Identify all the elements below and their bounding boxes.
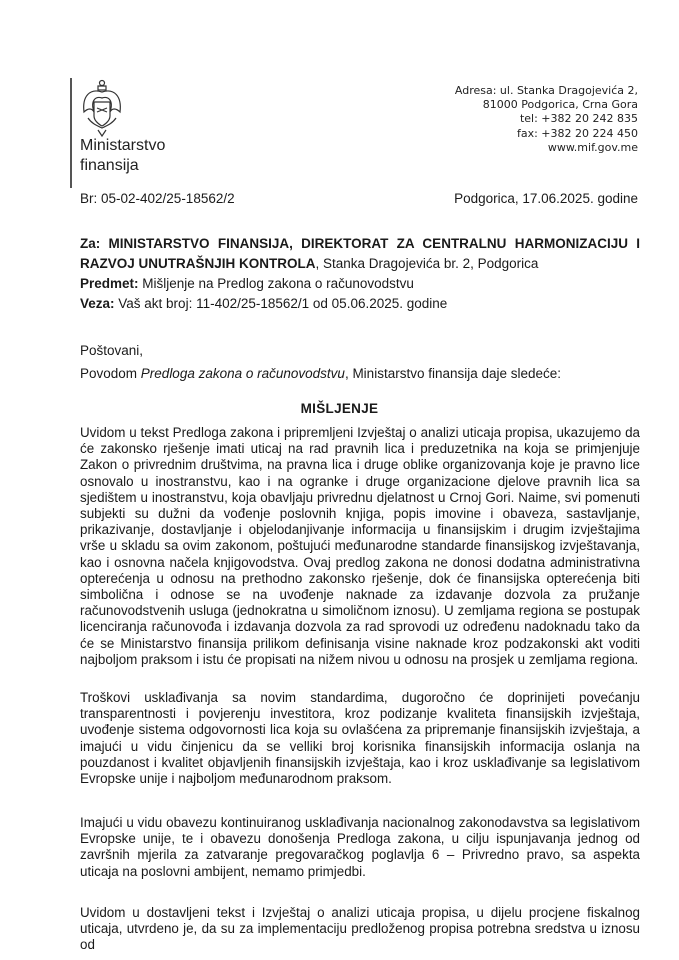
reference-link (80, 294, 640, 314)
ministry-name (80, 136, 165, 176)
subject-label: Predmet: (80, 276, 139, 291)
paragraph-3: Imajući u vidu obavezu kontinuiranog usklađivanja nacionalnog zakonodavstva sa legislativom Evropske unije, te i obavezu donošenja Predloga zakona, u cilju ispunjavanja jednog od završnih mjerila za zatvaranje pregovaračkog poglavlja 6 – Privredno pravo, sa aspekta uticaja na poslovni ambijent, nemamo primjedbi. (80, 815, 640, 879)
fax-line: fax: +382 20 224 450 (516, 126, 638, 140)
paragraph-4: Uvidom u dostavljeni tekst i Izvještaj o analizi uticaja propisa, u dijelu procjene fiskalnog uticaja, utvrdeno je, da su za implementaciju predloženog propisa potrebna sredstva u iznosu od (80, 905, 640, 953)
letterhead-divider (70, 78, 72, 188)
address-line: Adresa: ul. Stanka Dragojevića 2, (454, 84, 638, 97)
intro-italic: Predloga zakona o računovodstvu (140, 366, 345, 381)
address-block (455, 84, 638, 155)
document-date: Podgorica, 17.06.2025. godine (454, 191, 638, 206)
phone-line: tel: +382 20 242 835 (519, 112, 638, 126)
paragraph-2: Troškovi usklađivanja sa novim standardima, dugoročno će doprinijeti povećanju transparentnosti i povjerenju investitora, kroz podizanje kvaliteta finansijskih izvještaja, uvođenje sistema odgovornosti lica koja su ovlašćena za pripremanje finansijskih izvještaja, a imajući u vidu činjenicu da se velliki broj korisnika finansijskih informacija oslanja na pouzdanost i kvalitet objavljenih finansijskih izvještaja, kao i kroz usklađivanje sa legislativom Evropske unije i najboljom međunarodnom praksom. (80, 690, 640, 787)
intro-pre: Povodom (80, 366, 141, 381)
website-line: www.mif.gov.me (547, 140, 638, 154)
subject-text: Mišljenje na Predlog zakona o računovodstvu (138, 276, 414, 291)
subject (80, 274, 640, 294)
reference-number: Br: 05-02-402/25-18562/2 (80, 191, 235, 206)
paragraph-1: Uvidom u tekst Predloga zakona i pripremljeni Izvještaj o analizi uticaja propisa, ukazujemo da će zakonsko rješenje imati uticaj na rad pravnih lica i preduzetnika na koja se primjenjuje Zakon o privrednim društvima, na pravna lica i druge oblike organizovanja koje je pravno lice osnovalo u inostranstvu, kao i na ogranke i druge organizacione djelove pravnih lica sa sjedištem u inostranstvu, koja obavljaju privrednu djelatnost u Crnoj Gori. Naime, svi pomenuti subjekti su dužni da vođenje poslovnih knjiga, popis imovine i obaveza, sastavljanje, prikazivanje, dostavljanje i objelodanjivanje informacija u finansijskim i drugim izvještajima vrše u skladu sa ovim zakonom, poštujući međunarodne standarde finansijskog izvještavanja, kao i osnovna načela knjigovodstva. Ovaj predlog zakona ne donosi dodatna administrativna opterećenja u odnosu na prethodno zakonsko rješenje, dok će finansijska opterećenja biti simbolična i odnose se na uvođenje naknade za izdavanje dozvola za pružanje računovodstvenih usluga (jednokratna u simoličnom iznosu). U zemljama regiona se postupak licenciranja računovođa i izdavanja dozvola za rad sprovodi uz određenu nadoknadu tako da će se Ministarstvo finansija prilikom definisanja visine naknade kroz podzakonski akt voditi najboljom praksom i istu će propisati na nižem nivou u odnosu na prosjek u zemljama regiona. (80, 425, 640, 667)
ministry-name-line1: Ministarstvo (80, 137, 166, 154)
opinion-heading: MIŠLJENJE (300, 401, 379, 416)
link-text: Vaš akt broj: 11-402/25-18562/1 od 05.06.2025. godine (114, 296, 448, 311)
intro (80, 364, 640, 384)
ministry-name-line2: finansija (80, 157, 139, 174)
salutation: Poštovani, (80, 343, 144, 358)
coat-of-arms-logo (80, 78, 124, 138)
recipient-address: , Stanka Dragojevića br. 2, Podgorica (315, 255, 539, 271)
address-line: 81000 Podgorica, Crna Gora (482, 98, 638, 112)
link-label: Veza: (80, 296, 115, 311)
recipient-name: MINISTARSTVO FINANSIJA, DIREKTORAT ZA CENTRALNU HARMONIZACIJU I RAZVOJ UNUTRAŠNJIH KONTROLA (80, 236, 640, 271)
recipient (80, 234, 640, 273)
intro-post: , Ministarstvo finansija daje sledeće: (344, 366, 562, 381)
recipient-label: Za: (80, 236, 101, 251)
